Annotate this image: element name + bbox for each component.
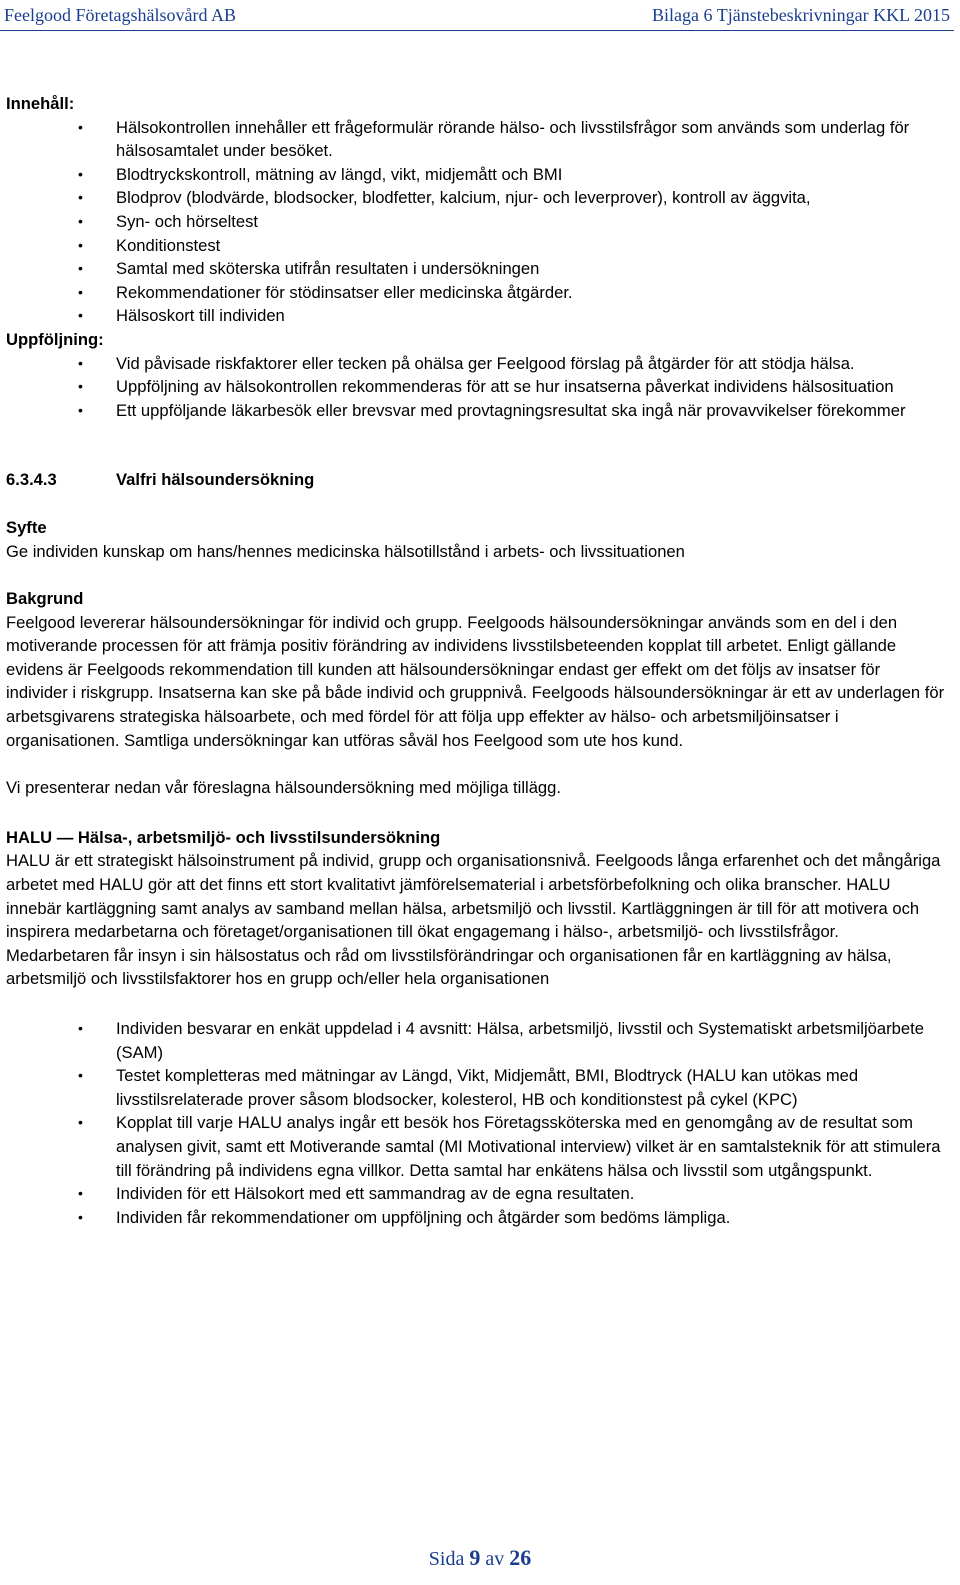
halu-list [6,1017,946,1229]
list-item: • Blodtryckskontroll, mätning av längd, vikt, midjemått och BMI [6,163,946,187]
section-heading [6,468,946,492]
document-body [6,92,946,1229]
list-item: • Individen för ett Hälsokort med ett sammandrag av de egna resultaten. [6,1182,946,1206]
list-item: • Blodprov (blodvärde, blodsocker, blodfetter, kalcium, njur- och leverprover), kontroll av äggvita, [6,186,946,210]
footer-page-number: 9 [469,1545,481,1570]
list-item: • Hälsokontrollen innehåller ett frågeformulär rörande hälso- och livsstilsfrågor som används som underlag för hälsosamtalet under besöket. [6,116,946,163]
syfte-text: Ge individen kunskap om hans/hennes medicinska hälsotillstånd i arbets- och livssituationen [6,541,685,561]
list-item: • Samtal med sköterska utifrån resultaten i undersökningen [6,257,946,281]
list-item: • Individen får rekommendationer om uppföljning och åtgärder som bedöms lämpliga. [6,1206,946,1230]
list-item: • Ett uppföljande läkarbesök eller brevsvar med provtagningsresultat ska ingå när provavvikelser förekommer [6,399,946,423]
uppfoljning-list [6,352,946,423]
list-item: • Individen besvarar en enkät uppdelad i 4 avsnitt: Hälsa, arbetsmiljö, livsstil och Systematiskt arbetsmiljöarbete (SAM) [6,1017,946,1064]
halu-heading: HALU — Hälsa-, arbetsmiljö- och livsstilsundersökning [6,827,441,847]
section-title: Valfri hälsoundersökning [116,470,315,490]
footer-separator: av [485,1548,505,1570]
bakgrund-text: Feelgood levererar hälsoundersökningar för individ och grupp. Feelgoods hälsoundersökningar används som en del i den motiverande processen för att främja positiv förändring av individens livsstilsbeteenden kopplat till arbetet. Enligt gällande evidens är Feelgoods rekommendation till kunden att hälsoundersökningar endast ger effekt om det följs av insatser för individer i riskgrupp. Insatserna kan ske på både individ och gruppnivå. Feelgoods hälsoundersökningar är ett av underlagen för arbetsgivarens strategiska hälsoarbete, och med fördel för att följa upp effekter av hälso- och arbetsmiljöinsatser i organisationen. Samtliga undersökningar kan utföras såväl hos Feelgood som ute hos kund. [6,612,945,750]
halu-text: HALU är ett strategiskt hälsoinstrument på individ, grupp och organisationsnivå. Feelgoods långa erfarenhet och det mångåriga arbetet med HALU gör att det finns ett stort kvalitativt jämförelsematerial i arbetsförbefolkning och olika branscher. HALU innebär kartläggning samt analys av samband mellan hälsa, arbetsmiljö och livsstil. Kartläggningen är till för att motivera och inspirera medarbetarna och företaget/organisationen till ökat engagemang i hälso-, arbetsmiljö- och livsstilsfrågor. Medarbetaren får insyn i sin hälsostatus och råd om livsstilsförändringar och organisationen får en kartläggning av hälsa, arbetsmiljö och livsstilsfaktorer hos en grupp och/eller hela organisationen [6,851,941,989]
section-number: 6.3.4.3 [6,470,57,490]
list-item: • Syn- och hörseltest [6,210,946,234]
page-header [0,0,960,30]
page-footer [0,1545,960,1571]
list-item: • Vid påvisade riskfaktorer eller tecken på ohälsa ger Feelgood förslag på åtgärder för att stödja hälsa. [6,352,946,376]
list-item: • Hälsoskort till individen [6,304,946,328]
list-item: • Konditionstest [6,234,946,258]
list-item: • Uppföljning av hälsokontrollen rekommenderas för att se hur insatserna påverkat individens hälsosituation [6,375,946,399]
uppfoljning-heading: Uppföljning: [6,329,104,349]
header-rule [0,30,954,31]
list-item: • Testet kompletteras med mätningar av Längd, Vikt, Midjemått, BMI, Blodtryck (HALU kan utökas med livsstilsrelaterade prover såsom blodsocker, kolesterol, HB och konditionstest på cykel (KPC) [6,1064,946,1111]
header-company: Feelgood Företagshälsovård AB [4,5,236,25]
header-document-title: Bilaga 6 Tjänstebeskrivningar KKL 2015 [652,5,950,25]
syfte-heading: Syfte [6,517,47,537]
innehall-heading: Innehåll: [6,94,75,113]
list-item: • Rekommendationer för stödinsatser eller medicinska åtgärder. [6,281,946,305]
list-item: • Kopplat till varje HALU analys ingår ett besök hos Företagssköterska med en genomgång av de resultat som analysen givit, samt ett Motiverande samtal (MI Motivational interview) vilket är en samtalsteknik för att stimulera till förändring på individens egna villkor. Detta samtal har enkätens hälsa och livsstil som utgångspunkt. [6,1111,946,1182]
footer-total-pages: 26 [509,1545,532,1570]
innehall-list [6,116,946,328]
bakgrund-text-2: Vi presenterar nedan vår föreslagna hälsoundersökning med möjliga tillägg. [6,778,561,798]
bakgrund-heading: Bakgrund [6,589,84,609]
footer-prefix: Sida [428,1548,465,1570]
